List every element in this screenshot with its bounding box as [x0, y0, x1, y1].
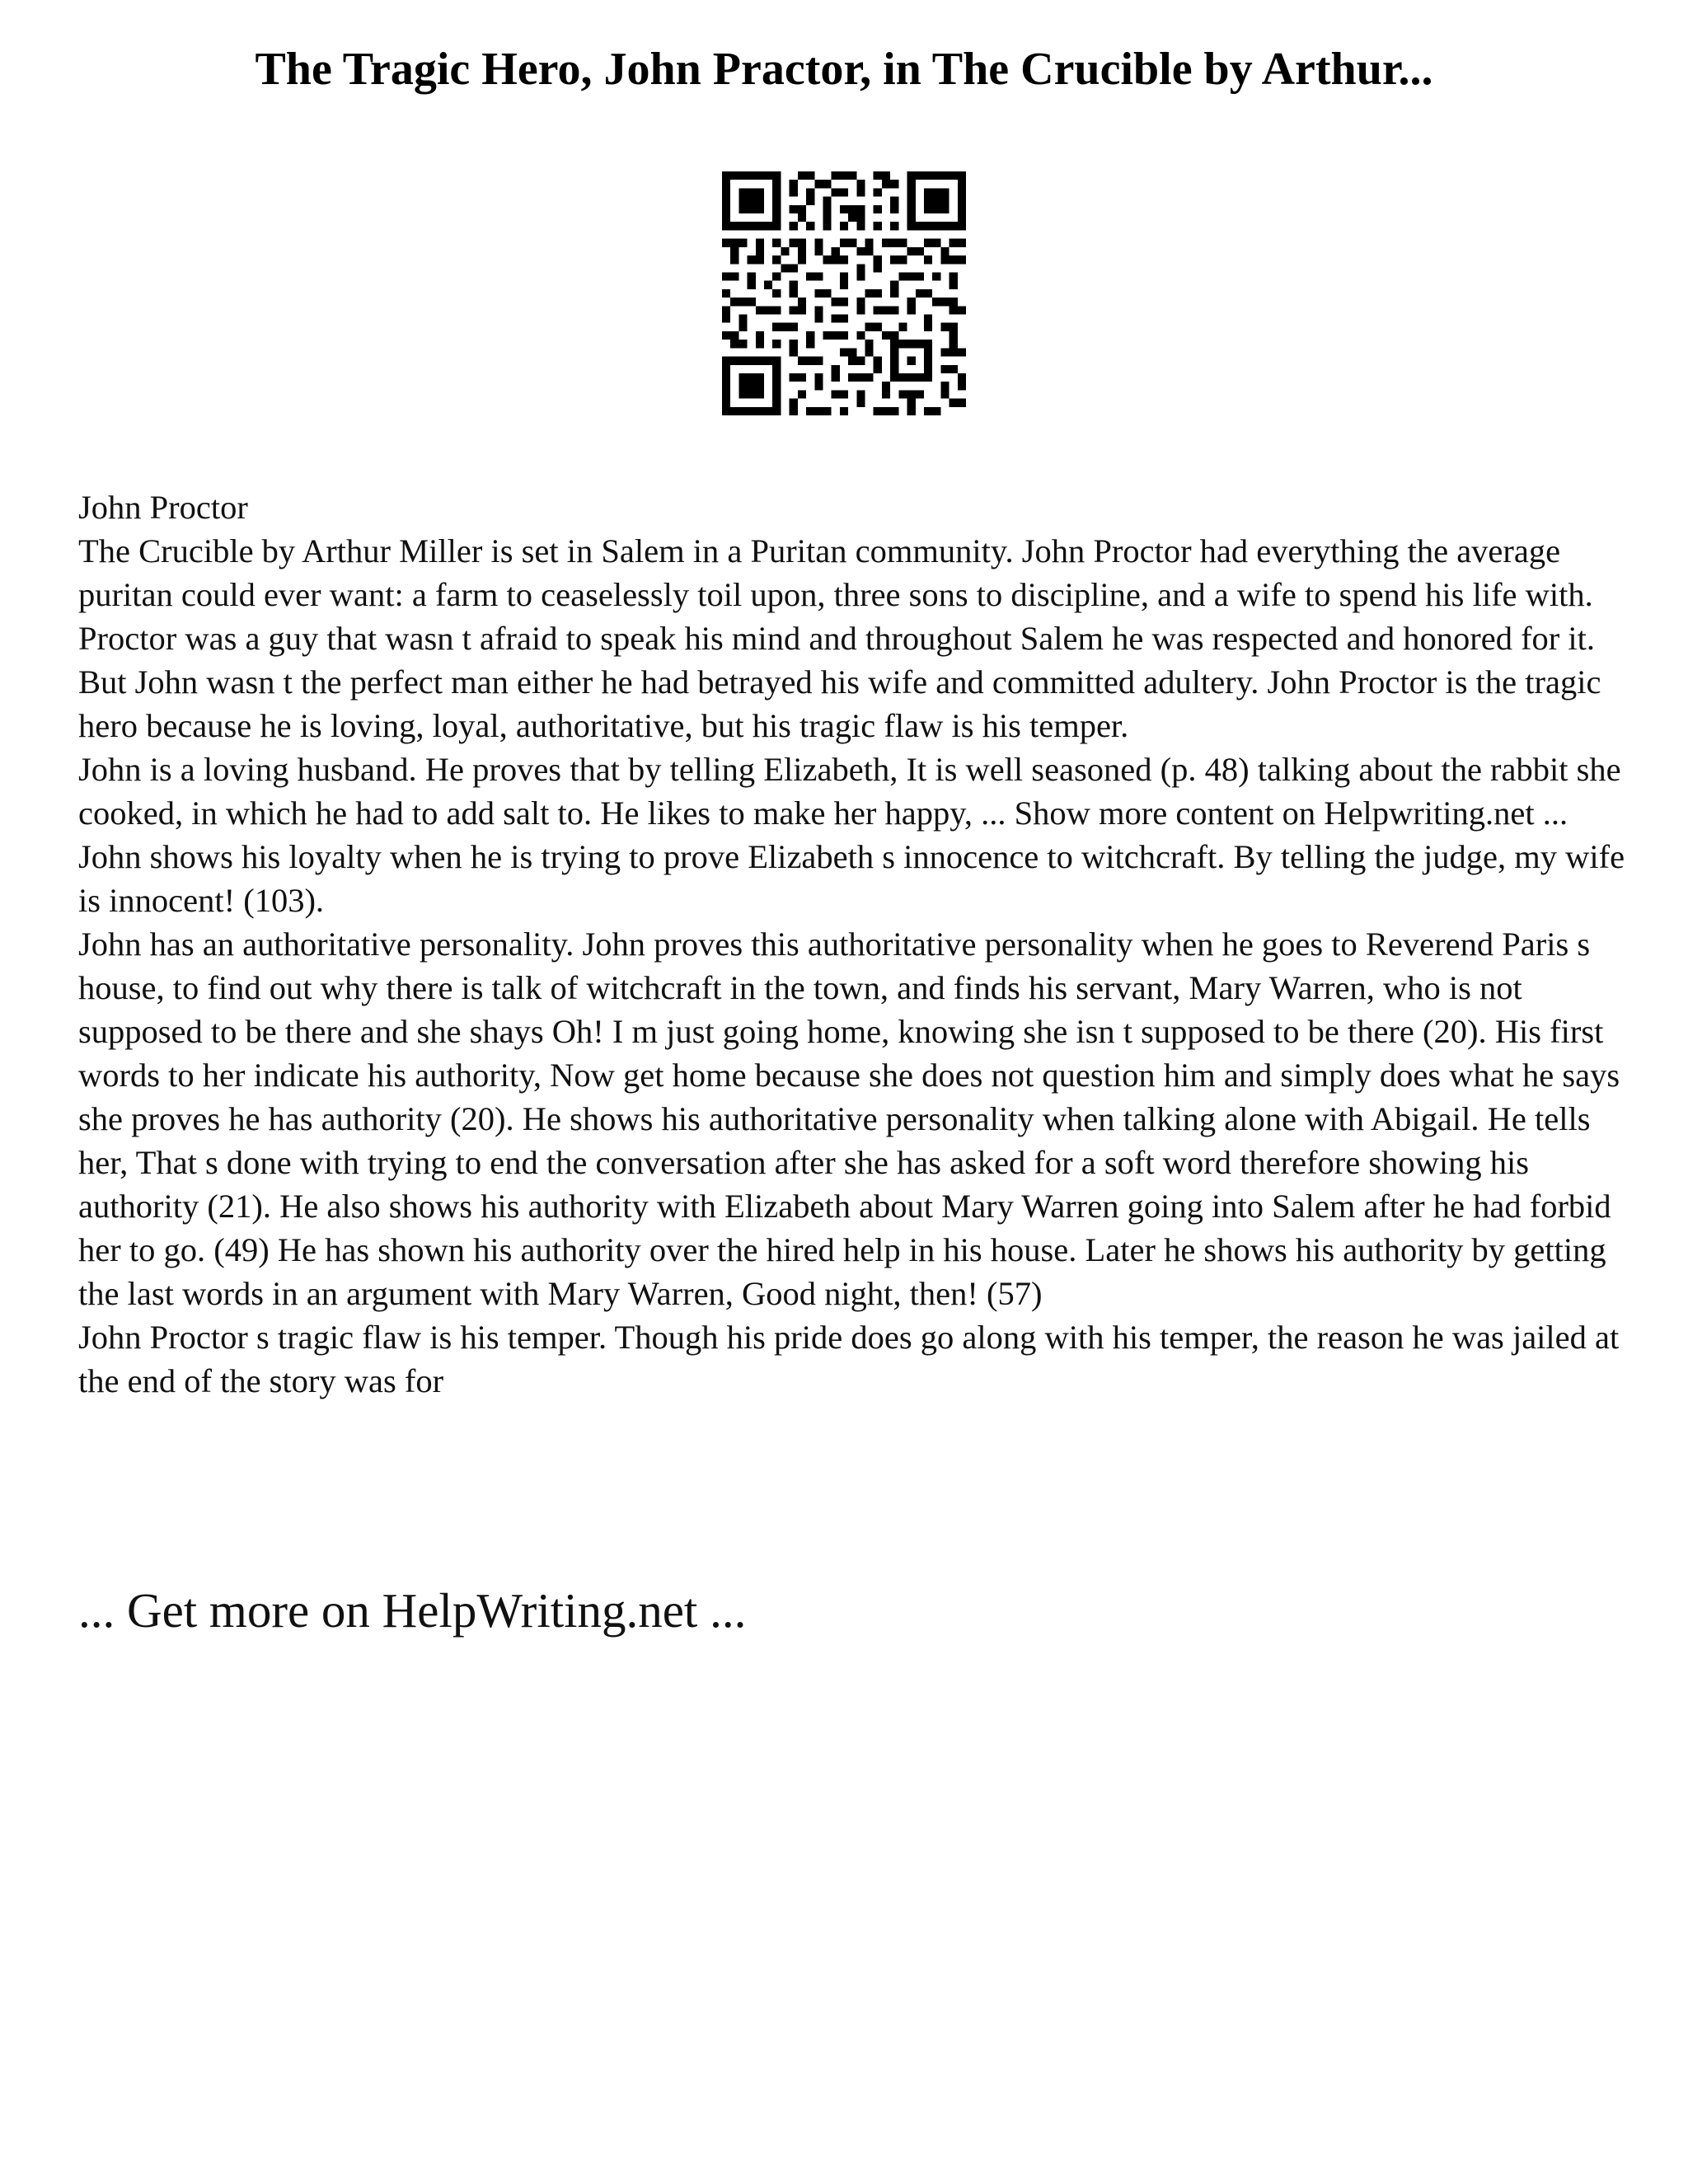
paragraph-loving: John is a loving husband. He proves that by telling Elizabeth, It is well seasoned (p. 48) talking about the rabbit she cooked, in which he had to add salt to. He likes to make her happy, ... Show more content on Helpwriting.net ...: [78, 751, 1621, 832]
paragraph-authority: John has an authoritative personality. John proves this authoritative personality when he goes to Reverend Paris s house, to find out why there is talk of witchcraft in the town, and finds his servant, Mary Warren, who is not supposed to be there and she shays Oh! I m just going home, knowing she isn t supposed to be there (20). His first words to her indicate his authority, Now get home because she does not question him and simply does what he says she proves he has authority (20). He shows his authoritative personality when talking alone with Abigail. He tells her, That s done with trying to end the conversation after she has asked for a soft word therefore showing his authority (21). He also shows his authority with Elizabeth about Mary Warren going into Salem after he had forbid her to go. (49) He has shown his authority over the hired help in his house. Later he shows his authority by getting the last words in an argument with Mary Warren, Good night, then! (57): [78, 926, 1620, 1312]
document-title: The Tragic Hero, John Practor, in The Crucible by Arthur...: [255, 44, 1433, 95]
qr-code-icon: [722, 171, 966, 415]
paragraph-intro: The Crucible by Arthur Miller is set in Salem in a Puritan community. John Proctor had everything the average puritan could ever want: a farm to ceaselessly toil upon, three sons to discipline, and a wife to spend his life with. Proctor was a guy that wasn t afraid to speak his mind and throughout Salem he was respected and honored for it. But John wasn t the perfect man either he had betrayed his wife and committed adultery. John Proctor is the tragic hero because he is loving, loyal, authoritative, but his tragic flaw is his temper.: [78, 532, 1601, 744]
section-heading: John Proctor: [78, 489, 248, 526]
paragraph-loyalty: John shows his loyalty when he is trying to prove Elizabeth s innocence to witchcraft. By telling the judge, my wife is innocent! (103).: [78, 838, 1625, 919]
qr-code-graphic: [722, 171, 966, 415]
paragraph-tragic-flaw: John Proctor s tragic flaw is his temper. Though his pride does go along with his temper, the reason he was jailed at the end of the story was for: [78, 1319, 1620, 1399]
get-more-link[interactable]: ... Get more on HelpWriting.net ...: [78, 1583, 747, 1638]
document-body: [78, 485, 1628, 1403]
